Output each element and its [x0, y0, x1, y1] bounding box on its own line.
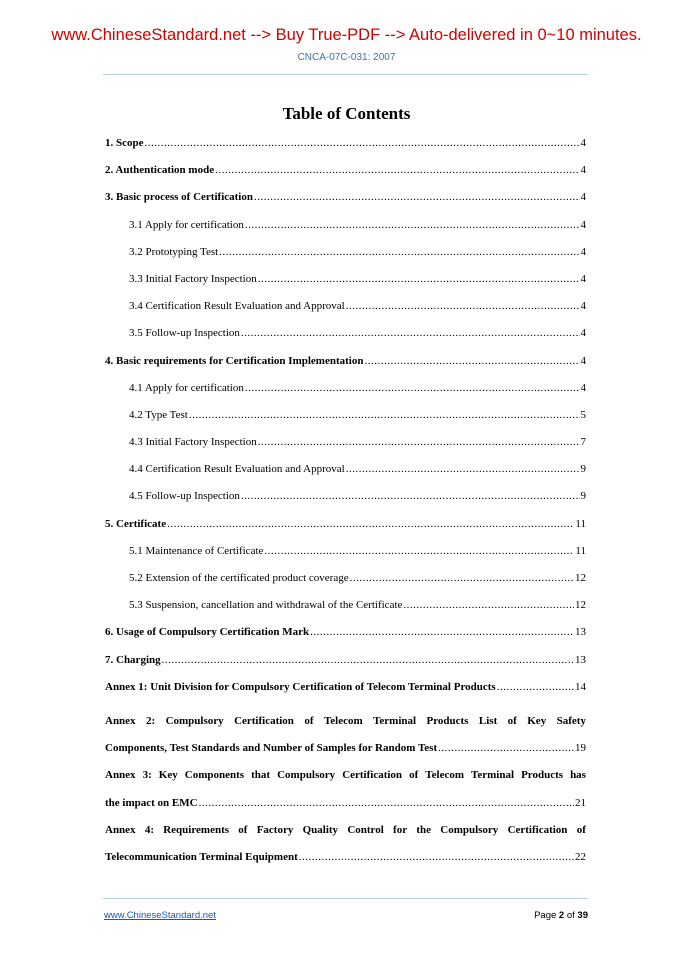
toc-entry-page: 9 [580, 463, 586, 476]
toc-entry-text: 4.5 Follow-up Inspection [129, 490, 240, 503]
toc-word: 4: [144, 823, 154, 836]
toc-entry-text: 1. Scope [105, 137, 144, 149]
toc-word: Compulsory [440, 823, 499, 836]
toc-entry-text: 3.1 Apply for certification [129, 218, 244, 231]
footer-divider [103, 898, 588, 899]
toc-entry-page: 11 [575, 544, 586, 557]
toc-word: Telecom [425, 769, 464, 782]
dot-leader [346, 300, 580, 312]
page-number [534, 910, 588, 921]
header-divider [103, 74, 588, 75]
toc-entry-3-3[interactable] [105, 273, 586, 300]
toc-entry-page: 4 [580, 191, 586, 204]
dot-leader [245, 219, 580, 231]
toc-entry-text: 3.4 Certification Result Evaluation and Approval [129, 300, 345, 313]
toc-entry-3-5[interactable] [105, 327, 586, 354]
toc-word: Compulsory [165, 714, 224, 727]
toc-entry-4-4[interactable] [105, 463, 586, 490]
toc-word: Certification [507, 823, 568, 836]
toc-entry-text: 5.1 Maintenance of Certificate [129, 544, 264, 557]
toc-word: Requirements [163, 823, 230, 836]
toc-word: Key [527, 714, 547, 727]
toc-entry-page: 14 [575, 680, 586, 693]
page-prefix: Page [534, 910, 559, 921]
toc-entry-page: 5 [580, 408, 586, 421]
toc-entry-page: 4 [580, 381, 586, 394]
toc-word: of [576, 823, 586, 836]
toc-entry-text: 4.4 Certification Result Evaluation and Approval [129, 463, 345, 476]
dot-leader [438, 735, 574, 762]
toc-entry-5-2[interactable] [105, 572, 586, 599]
toc-word: Control [347, 823, 384, 836]
toc-entry-text: 3.3 Initial Factory Inspection [129, 272, 257, 285]
toc-entry-charging[interactable] [105, 654, 586, 681]
toc-entry-text: 5. Certificate [105, 517, 167, 530]
toc-entry-page: 9 [580, 490, 586, 503]
toc-entry-page: 13 [575, 653, 586, 666]
dot-leader [162, 654, 574, 666]
toc-entry-4-5[interactable] [105, 490, 586, 517]
toc-entry-page: 4 [580, 327, 586, 340]
toc-entry-text-line: Telecommunication Terminal Equipment [105, 850, 298, 863]
toc-entry-basic-requirements[interactable] [105, 355, 586, 382]
table-of-contents [105, 137, 586, 871]
dot-leader [189, 409, 580, 421]
toc-entry-text: 2. Authentication mode [105, 164, 215, 177]
document-id: CNCA-07C-031: 2007 [297, 52, 396, 63]
dot-leader [350, 572, 574, 584]
toc-entry-text: 4.1 Apply for certification [129, 381, 244, 394]
toc-entry-text: 4.2 Type Test [129, 408, 188, 421]
toc-entry-annex-4[interactable] [105, 817, 586, 871]
dot-leader [310, 626, 574, 638]
toc-word: Compulsory [277, 769, 336, 782]
toc-entry-page: 12 [575, 572, 586, 584]
toc-entry-3-1[interactable] [105, 219, 586, 246]
promo-banner[interactable]: www.ChineseStandard.net --> Buy True-PDF --> Auto-delivered in 0~10 minutes. [51, 26, 642, 44]
toc-entry-text: 5.2 Extension of the certificated product coverage [129, 572, 349, 584]
toc-word: has [570, 769, 586, 782]
toc-entry-text-line [105, 817, 586, 844]
dot-leader [264, 545, 574, 557]
toc-entry-annex-3[interactable] [105, 762, 586, 816]
toc-word: Annex [105, 714, 136, 727]
toc-entry-5-1[interactable] [105, 545, 586, 572]
toc-entry-authentication-mode[interactable] [105, 164, 586, 191]
toc-entry-page: 4 [580, 300, 586, 313]
toc-entry-text: 4. Basic requirements for Certification Implementation [105, 354, 364, 367]
toc-entry-page: 12 [575, 599, 586, 612]
toc-word: Products [426, 714, 469, 727]
footer-website-link[interactable]: www.ChineseStandard.net [104, 910, 216, 921]
toc-entry-annex-1[interactable] [105, 681, 586, 708]
page-of: of [564, 910, 578, 921]
toc-entry-text: 4.3 Initial Factory Inspection [129, 436, 257, 449]
toc-entry-page: 19 [575, 742, 586, 755]
toc-word: of [409, 769, 419, 782]
dot-leader [215, 164, 579, 176]
dot-leader [245, 382, 580, 394]
toc-entry-text-line [105, 708, 586, 735]
toc-word: Annex [105, 769, 136, 782]
toc-entry-page: 22 [575, 850, 586, 863]
toc-entry-certificate[interactable] [105, 518, 586, 545]
toc-word: Products [521, 769, 564, 782]
toc-entry-text: 6. Usage of Compulsory Certification Mark [105, 626, 310, 639]
dot-leader [219, 246, 579, 258]
dot-leader [258, 436, 580, 448]
toc-entry-page: 11 [575, 517, 586, 530]
dot-leader [241, 490, 580, 502]
toc-entry-5-3[interactable] [105, 599, 586, 626]
toc-word: Factory [256, 823, 294, 836]
toc-word: 3: [142, 769, 152, 782]
toc-entry-4-2[interactable] [105, 409, 586, 436]
dot-leader [254, 191, 580, 203]
toc-word: List [478, 714, 498, 727]
toc-word: Terminal [373, 714, 417, 727]
toc-entry-page: 21 [575, 796, 586, 809]
toc-word: that [251, 769, 271, 782]
toc-entry-3-4[interactable] [105, 300, 586, 327]
toc-entry-page: 4 [580, 354, 586, 367]
toc-entry-text: 3.5 Follow-up Inspection [129, 327, 240, 340]
toc-entry-page: 4 [580, 218, 586, 231]
toc-word: Certification [234, 714, 294, 727]
dot-leader [199, 790, 574, 817]
toc-title: Table of Contents [282, 104, 411, 123]
dot-leader [258, 273, 580, 285]
toc-entry-page: 4 [580, 245, 586, 258]
toc-entry-text-line: the impact on EMC [105, 796, 198, 809]
toc-entry-page: 4 [580, 272, 586, 285]
toc-word: 2: [145, 714, 156, 727]
toc-word: Components [184, 769, 245, 782]
toc-word: the [416, 823, 431, 836]
toc-entry-text-line: Components, Test Standards and Number of Samples for Random Test [105, 742, 438, 755]
toc-entry-text: 7. Charging [105, 653, 161, 666]
toc-word: Terminal [471, 769, 515, 782]
toc-word: of [507, 714, 517, 727]
toc-entry-4-3[interactable] [105, 436, 586, 463]
dot-leader [167, 518, 574, 530]
dot-leader [299, 844, 574, 871]
toc-word: Safety [556, 714, 586, 727]
toc-word: Certification [342, 769, 403, 782]
toc-word: of [238, 823, 248, 836]
toc-word: Quality [302, 823, 339, 836]
toc-entry-usage-of-mark[interactable] [105, 626, 586, 653]
dot-leader [364, 355, 579, 367]
toc-entry-3-2[interactable] [105, 246, 586, 273]
toc-word: Key [158, 769, 178, 782]
toc-entry-text: 5.3 Suspension, cancellation and withdrawal of the Certificate [129, 599, 403, 612]
toc-word: of [304, 714, 314, 727]
dot-leader [145, 137, 580, 149]
toc-entry-page: 13 [575, 626, 586, 639]
toc-entry-scope[interactable] [105, 137, 586, 164]
toc-entry-text: Annex 1: Unit Division for Compulsory Certification of Telecom Terminal Products [105, 680, 496, 693]
toc-entry-text: 3.2 Prototyping Test [129, 245, 219, 258]
total-pages: 39 [577, 910, 588, 921]
toc-word: Annex [105, 823, 136, 836]
toc-word: for [393, 823, 408, 836]
toc-entry-page: 7 [580, 436, 586, 449]
dot-leader [403, 599, 574, 611]
current-page: 2 [558, 910, 565, 921]
dot-leader [346, 463, 580, 475]
toc-entry-annex-2[interactable] [105, 708, 586, 762]
dot-leader [241, 327, 580, 339]
dot-leader [497, 681, 574, 693]
toc-entry-text: 3. Basic process of Certification [105, 191, 253, 204]
toc-entry-page: 4 [580, 137, 586, 149]
toc-word: Telecom [323, 714, 363, 727]
toc-entry-4-1[interactable] [105, 382, 586, 409]
toc-entry-basic-process[interactable] [105, 191, 586, 218]
toc-entry-text-line [105, 762, 586, 789]
toc-entry-page: 4 [580, 164, 586, 177]
